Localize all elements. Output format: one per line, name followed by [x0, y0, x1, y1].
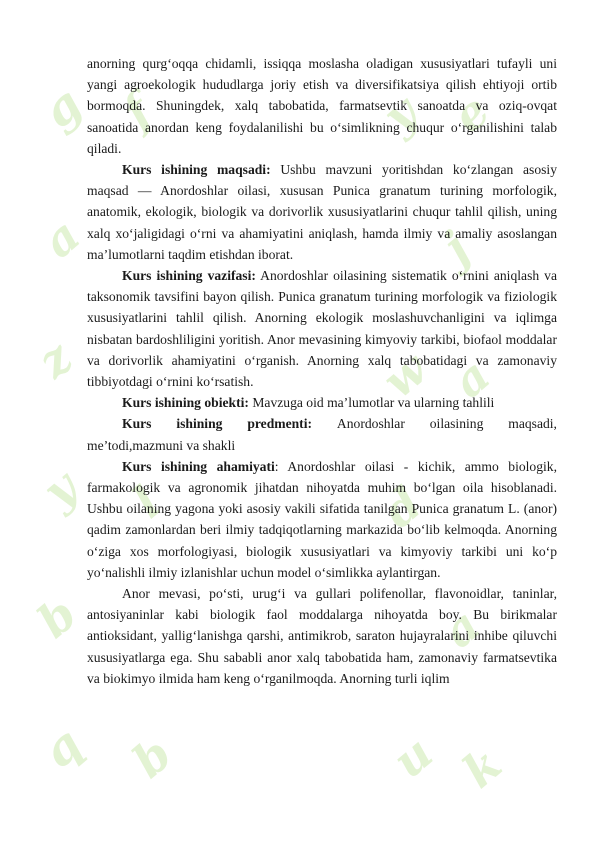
svg-text:a: a: [32, 207, 90, 269]
svg-text:y: y: [372, 84, 428, 144]
paragraph-label-significance: Kurs ishining ahamiyati: [122, 458, 275, 474]
svg-text:u: u: [382, 725, 443, 789]
svg-text:a: a: [442, 347, 500, 409]
paragraph-text: Mavzuga oid ma’lumotlar va ularning tahlili: [248, 395, 495, 411]
svg-text:g: g: [32, 76, 92, 139]
svg-text:b: b: [27, 586, 87, 649]
paragraph-subject-continued: [87, 435, 557, 456]
svg-text:f: f: [112, 84, 163, 139]
paragraph-text: anorning qurg‘oqqa chidamli, issiqqa moslasha oladigan xususiyatlari tufayli uni yangi agroekologik hududlarga joriy etish va diversifikatsiya qilish ehtiyoji ortib bormoqda. Shuningdek, xalq tabobatida, farmatsevtik sanoatda va oziq-ovqat sanoatida anordan keng foydalanilishi bu o‘simlikning chuqur o‘rganilishini talab qiladi.: [87, 56, 557, 156]
svg-text:y: y: [32, 459, 88, 519]
svg-text:q: q: [32, 716, 92, 779]
subject-word: oilasining: [429, 416, 484, 432]
paragraph-object: [87, 392, 557, 413]
paragraph-label-tasks: Kurs ishining vazifasi:: [122, 268, 256, 284]
svg-text:a: a: [432, 597, 490, 659]
paragraph-tasks: [87, 265, 557, 392]
paragraph-text: Ushbu mavzuni yoritishdan ko‘zlangan asosiy maqsad — Anordoshlar oilasi, xususan Punica granatum turining morfologik, anatomik, ekologik, biologik va dorivorlik xususiyatlarini chuqur tahlil qilish, uning xalq xo‘jaligidagi o‘rni va ahamiyatini aniqlash, hamda ilmiy va amaliy asoslangan ma’lumotlarni taqdim etishdan iborat.: [87, 162, 557, 262]
subject-word: Anordoshlar: [336, 416, 405, 432]
subject-word: ishining: [176, 416, 223, 432]
paragraph-text: : Anordoshlar oilasi - kichik, ammo biologik, farmakologik va agronomik jihatdan nihoyatda muhim bo‘lgan oila hisoblanadi. Ushbu oilaning yagona yoki asosiy vakili sifatida tanilgan Punica granatum L. (anor) qadim zamonlardan beri ilmiy tadqiqotlarning markazida bo‘lib kelmoqda. Anorning o‘ziga xos morfologiyasi, biologik xususiyatlari va kimyoviy tarkibi uni ko‘p yo‘nalishli ilmiy izlanishlar uchun model o‘simlikka aylantirgan.: [87, 458, 557, 580]
svg-text:z: z: [27, 330, 83, 389]
svg-text:d: d: [372, 476, 432, 539]
svg-text:k: k: [452, 736, 512, 799]
svg-text:b: b: [122, 726, 182, 789]
paragraph-subject-first-line: [87, 413, 557, 434]
svg-text:w: w: [372, 341, 438, 409]
subject-word: predmenti:: [247, 416, 313, 432]
paragraph-text: Anordoshlar oilasining sistematik o‘rnini aniqlash va taksonomik tavsifini bayon qilish. Punica granatum turining morfologik va fiziologik xususiyatlarini tahlil qilish. Anorning ekologik moslashuvchanligini va iqlimga nisbatan bardoshliligini yoritish. Anor mevasining kimyoviy tarkibi, biofaol moddalar va dorivorlik ahamiyatini o‘rganish. Anorning xalq tabobatidagi va zamonaviy tibbiyotdagi o‘rnini ko‘rsatish.: [87, 268, 557, 390]
svg-text:l: l: [122, 475, 171, 529]
paragraph-text: me’todi,mazmuni va shakli: [87, 437, 236, 453]
paragraph-text: Anor mevasi, po‘sti, urug‘i va gullari polifenollar, flavonoidlar, taninlar, antosiyaninlar kabi biologik faol moddalarga nihoyatda boy. Bu birikmalar antioksidant, yallig‘lanishga qarshi, antimikrob, saraton hujayralarini inhibe qiluvchi xususiyatlarga ega. Shu sababli anor xalq tabobatida ham, zamonaviy farmatsevtika va biokimyo ilmida ham keng o‘rganilmoqda. Anorning turli iqlim: [87, 586, 557, 686]
paragraph-significance: [87, 456, 557, 583]
paragraph-intro-continued: [87, 53, 557, 159]
subject-word: maqsadi,: [508, 416, 557, 432]
paragraph-goal: [87, 159, 557, 265]
paragraph-label-goal: Kurs ishining maqsadi:: [122, 162, 271, 178]
paragraph-label-object: Kurs ishining obiekti:: [122, 395, 249, 411]
subject-word: Kurs: [122, 416, 152, 432]
svg-text:e: e: [442, 83, 500, 144]
document-page: [87, 53, 557, 689]
svg-text:j: j: [432, 221, 480, 274]
paragraph-fruit: [87, 583, 557, 689]
